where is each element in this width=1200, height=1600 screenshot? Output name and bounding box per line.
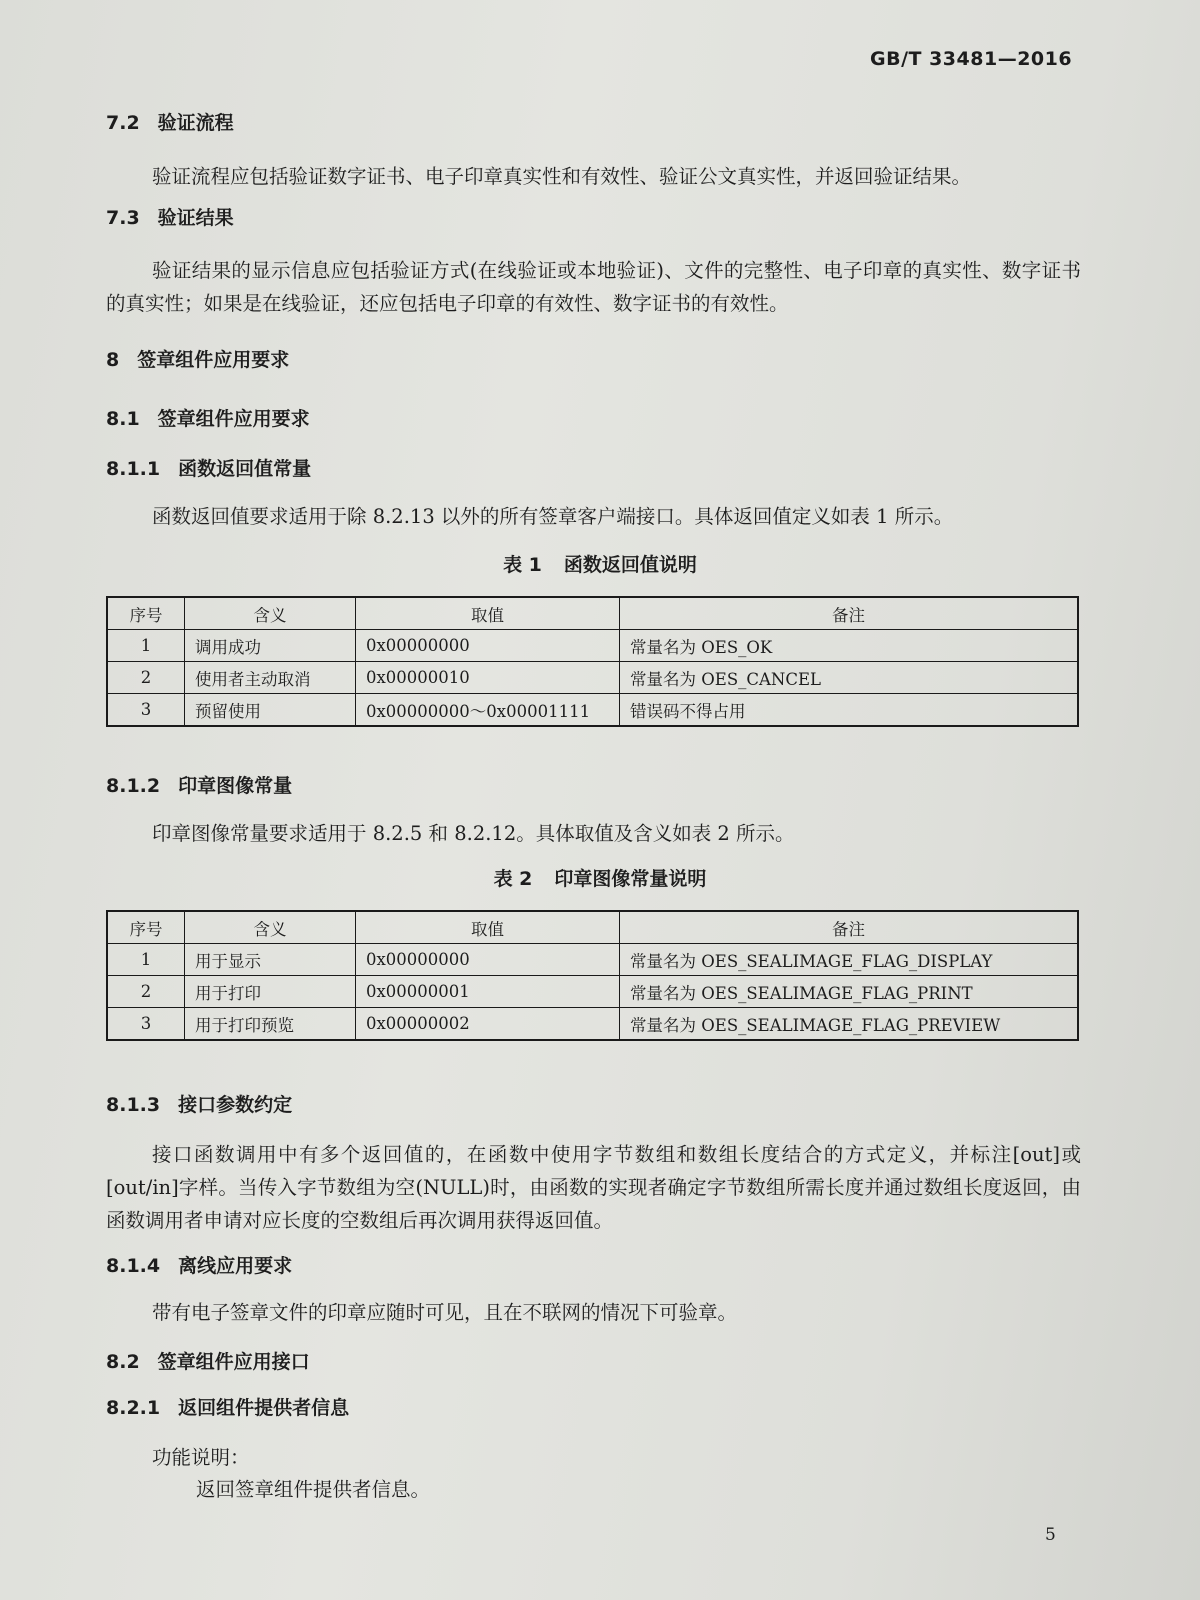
table-title: 函数返回值说明 — [563, 554, 697, 576]
section-title: 返回组件提供者信息 — [178, 1397, 350, 1419]
section-number: 8.1 — [106, 408, 140, 430]
table-cell: 0x00000000 — [356, 944, 620, 976]
table-cell: 使用者主动取消 — [185, 662, 356, 694]
table-cell: 用于显示 — [185, 944, 356, 976]
section-number: 8.1.4 — [106, 1255, 161, 1277]
heading-8-1-4 — [106, 1251, 292, 1278]
section-number: 8.1.2 — [106, 775, 161, 797]
section-title: 函数返回值常量 — [178, 458, 312, 480]
table-cell: 错误码不得占用 — [620, 694, 1079, 727]
section-title: 验证流程 — [157, 112, 234, 134]
section-number: 8.1.3 — [106, 1094, 161, 1116]
table-cell: 用于打印预览 — [185, 1008, 356, 1041]
table-header-row — [107, 597, 1078, 630]
table-2-caption — [0, 864, 1200, 891]
table-cell: 常量名为 OES_CANCEL — [620, 662, 1079, 694]
section-title: 签章组件应用要求 — [157, 408, 310, 430]
section-title: 离线应用要求 — [178, 1255, 293, 1277]
page-number: 5 — [1045, 1525, 1056, 1545]
table-cell: 常量名为 OES_SEALIMAGE_FLAG_PREVIEW — [620, 1008, 1079, 1041]
table-cell: 0x00000000～0x00001111 — [356, 694, 620, 727]
table-cell: 2 — [107, 976, 185, 1008]
table-row — [107, 630, 1078, 662]
function-label: 功能说明： — [152, 1446, 250, 1469]
table-cell: 2 — [107, 662, 185, 694]
table-1 — [106, 596, 1079, 727]
heading-8-2 — [106, 1347, 310, 1374]
function-description: 返回签章组件提供者信息。 — [196, 1478, 431, 1501]
header-cell: 序号 — [107, 597, 185, 630]
table-row — [107, 944, 1078, 976]
section-number: 8.2 — [106, 1351, 140, 1373]
table-row — [107, 1008, 1078, 1041]
section-number: 8 — [106, 349, 120, 371]
table-cell: 常量名为 OES_OK — [620, 630, 1079, 662]
table-cell: 0x00000002 — [356, 1008, 620, 1041]
heading-8-1-1 — [106, 454, 311, 481]
table-cell: 预留使用 — [185, 694, 356, 727]
section-title: 接口参数约定 — [178, 1094, 293, 1116]
header-cell: 含义 — [185, 911, 356, 944]
paragraph-7-2: 验证流程应包括验证数字证书、电子印章真实性和有效性、验证公文真实性，并返回验证结果。 — [152, 165, 972, 188]
table-row — [107, 976, 1078, 1008]
table-2 — [106, 910, 1079, 1041]
table-cell: 1 — [107, 944, 185, 976]
table-1-caption — [0, 550, 1200, 577]
table-label: 表 1 — [503, 554, 542, 576]
header-cell: 备注 — [620, 911, 1079, 944]
header-cell: 序号 — [107, 911, 185, 944]
heading-8-2-1 — [106, 1393, 349, 1420]
heading-7-2 — [106, 108, 234, 135]
section-title: 验证结果 — [157, 207, 234, 229]
table-cell: 0x00000000 — [356, 630, 620, 662]
header-cell: 取值 — [356, 597, 620, 630]
table-row — [107, 662, 1078, 694]
table-cell: 0x00000010 — [356, 662, 620, 694]
table-row — [107, 694, 1078, 727]
heading-8-1 — [106, 404, 310, 431]
section-title: 签章组件应用接口 — [157, 1351, 310, 1373]
section-number: 7.2 — [106, 112, 140, 134]
table-cell: 1 — [107, 630, 185, 662]
heading-8 — [106, 345, 289, 372]
paragraph-8-1-1: 函数返回值要求适用于除 8.2.13 以外的所有签章客户端接口。具体返回值定义如表 1 所示。 — [152, 505, 954, 528]
table-cell: 调用成功 — [185, 630, 356, 662]
table-cell: 3 — [107, 1008, 185, 1041]
section-number: 8.2.1 — [106, 1397, 161, 1419]
section-number: 7.3 — [106, 207, 140, 229]
header-cell: 取值 — [356, 911, 620, 944]
table-cell: 用于打印 — [185, 976, 356, 1008]
section-number: 8.1.1 — [106, 458, 161, 480]
table-title: 印章图像常量说明 — [554, 868, 707, 890]
section-title: 签章组件应用要求 — [137, 349, 290, 371]
paragraph-7-3: 验证结果的显示信息应包括验证方式(在线验证或本地验证)、文件的完整性、电子印章的真实性、数字证书的真实性；如果是在线验证，还应包括电子印章的有效性、数字证书的有效性。 — [106, 259, 1081, 315]
standard-number: GB/T 33481—2016 — [870, 48, 1073, 70]
table-cell: 常量名为 OES_SEALIMAGE_FLAG_DISPLAY — [620, 944, 1079, 976]
table-cell: 3 — [107, 694, 185, 727]
section-title: 印章图像常量 — [178, 775, 293, 797]
header-cell: 备注 — [620, 597, 1079, 630]
paragraph-8-1-3: 接口函数调用中有多个返回值的，在函数中使用字节数组和数组长度结合的方式定义，并标注[out]或[out/in]字样。当传入字节数组为空(NULL)时，由函数的实现者确定字节数组所需长度并通过数组长度返回，由函数调用者申请对应长度的空数组后再次调用获得返回值。 — [106, 1143, 1081, 1232]
table-label: 表 2 — [493, 868, 533, 890]
paragraph-8-1-2: 印章图像常量要求适用于 8.2.5 和 8.2.12。具体取值及含义如表 2 所示。 — [152, 822, 795, 845]
header-cell: 含义 — [185, 597, 356, 630]
paragraph-8-1-4: 带有电子签章文件的印章应随时可见，且在不联网的情况下可验章。 — [152, 1301, 738, 1324]
table-cell: 0x00000001 — [356, 976, 620, 1008]
table-cell: 常量名为 OES_SEALIMAGE_FLAG_PRINT — [620, 976, 1079, 1008]
heading-8-1-3 — [106, 1090, 292, 1117]
table-header-row — [107, 911, 1078, 944]
heading-7-3 — [106, 203, 234, 230]
heading-8-1-2 — [106, 771, 292, 798]
